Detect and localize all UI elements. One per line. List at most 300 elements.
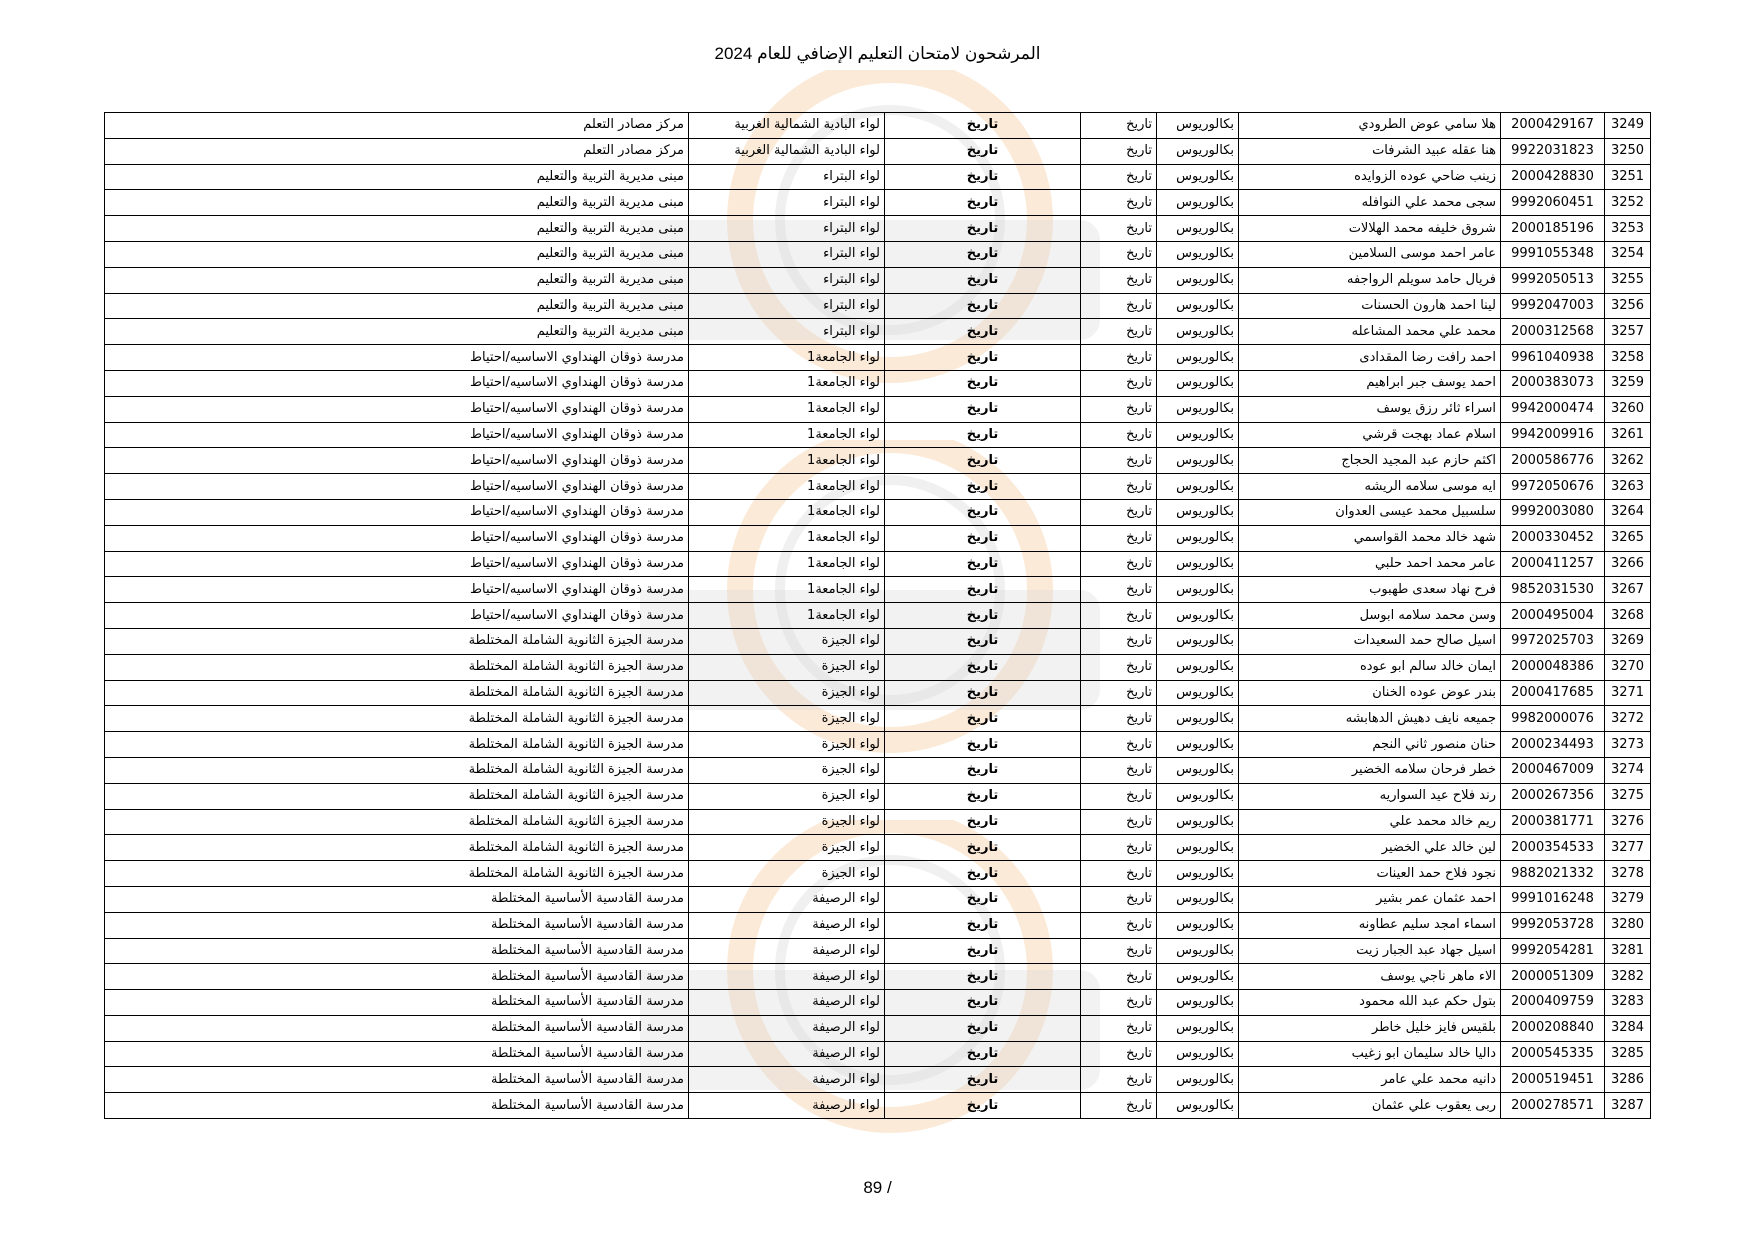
exam-center-cell: مدرسة القادسية الأساسية المختلطة [105, 1015, 689, 1041]
district-cell: لواء الجامعة1 [689, 551, 885, 577]
candidate-name-cell: سلسبيل محمد عيسى العدوان [1239, 499, 1501, 525]
degree-cell: بكالوريوس [1157, 345, 1239, 371]
table-row [105, 370, 1651, 396]
district-cell: لواء الرصيفة [689, 938, 885, 964]
candidate-name-cell: بتول حكم عبد الله محمود [1239, 990, 1501, 1016]
degree-cell: بكالوريوس [1157, 216, 1239, 242]
table-row [105, 422, 1651, 448]
specialization-cell: تاريخ [1081, 732, 1157, 758]
specialization-cell: تاريخ [1081, 680, 1157, 706]
table-row [105, 1015, 1651, 1041]
exam-center-cell: مدرسة القادسية الأساسية المختلطة [105, 964, 689, 990]
exam-subject-cell: تاريخ [885, 241, 1081, 267]
candidates-table [104, 112, 1651, 1119]
table-row [105, 448, 1651, 474]
exam-subject-cell: تاريخ [885, 1015, 1081, 1041]
candidate-name-cell: ايمان خالد سالم ابو عوده [1239, 654, 1501, 680]
degree-cell: بكالوريوس [1157, 1093, 1239, 1119]
row-number-cell: 3276 [1605, 809, 1651, 835]
specialization-cell: تاريخ [1081, 964, 1157, 990]
exam-subject-cell: تاريخ [885, 964, 1081, 990]
exam-subject-cell: تاريخ [885, 706, 1081, 732]
national-id-cell: 9992053728 [1501, 912, 1605, 938]
district-cell: لواء الجيزة [689, 757, 885, 783]
table-row [105, 912, 1651, 938]
row-number-cell: 3261 [1605, 422, 1651, 448]
candidate-name-cell: هنا عقله عبيد الشرفات [1239, 138, 1501, 164]
specialization-cell: تاريخ [1081, 499, 1157, 525]
national-id-cell: 9961040938 [1501, 345, 1605, 371]
exam-center-cell: مبنى مديرية التربية والتعليم [105, 216, 689, 242]
exam-subject-cell: تاريخ [885, 525, 1081, 551]
degree-cell: بكالوريوس [1157, 422, 1239, 448]
row-number-cell: 3252 [1605, 190, 1651, 216]
district-cell: لواء الجيزة [689, 783, 885, 809]
row-number-cell: 3274 [1605, 757, 1651, 783]
district-cell: لواء الجامعة1 [689, 396, 885, 422]
row-number-cell: 3286 [1605, 1067, 1651, 1093]
national-id-cell: 9882021332 [1501, 861, 1605, 887]
exam-subject-cell: تاريخ [885, 113, 1081, 139]
degree-cell: بكالوريوس [1157, 1015, 1239, 1041]
national-id-cell: 2000429167 [1501, 113, 1605, 139]
candidate-name-cell: نجود فلاح حمد العينات [1239, 861, 1501, 887]
degree-cell: بكالوريوس [1157, 319, 1239, 345]
table-row [105, 757, 1651, 783]
exam-subject-cell: تاريخ [885, 551, 1081, 577]
specialization-cell: تاريخ [1081, 706, 1157, 732]
candidate-name-cell: رند فلاح عيد السواريه [1239, 783, 1501, 809]
district-cell: لواء الجيزة [689, 861, 885, 887]
national-id-cell: 9942009916 [1501, 422, 1605, 448]
district-cell: لواء الجيزة [689, 706, 885, 732]
specialization-cell: تاريخ [1081, 113, 1157, 139]
exam-center-cell: مدرسة الجيزة الثانوية الشاملة المختلطة [105, 654, 689, 680]
national-id-cell: 2000417685 [1501, 680, 1605, 706]
exam-center-cell: مدرسة الجيزة الثانوية الشاملة المختلطة [105, 783, 689, 809]
district-cell: لواء الرصيفة [689, 886, 885, 912]
degree-cell: بكالوريوس [1157, 370, 1239, 396]
exam-subject-cell: تاريخ [885, 190, 1081, 216]
exam-center-cell: مدرسة الجيزة الثانوية الشاملة المختلطة [105, 706, 689, 732]
specialization-cell: تاريخ [1081, 861, 1157, 887]
table-row [105, 628, 1651, 654]
national-id-cell: 2000278571 [1501, 1093, 1605, 1119]
row-number-cell: 3273 [1605, 732, 1651, 758]
national-id-cell: 2000467009 [1501, 757, 1605, 783]
exam-center-cell: مبنى مديرية التربية والتعليم [105, 164, 689, 190]
specialization-cell: تاريخ [1081, 886, 1157, 912]
exam-center-cell: مدرسة القادسية الأساسية المختلطة [105, 1093, 689, 1119]
table-row [105, 551, 1651, 577]
row-number-cell: 3259 [1605, 370, 1651, 396]
exam-center-cell: مدرسة القادسية الأساسية المختلطة [105, 938, 689, 964]
national-id-cell: 9992003080 [1501, 499, 1605, 525]
row-number-cell: 3263 [1605, 474, 1651, 500]
exam-center-cell: مبنى مديرية التربية والتعليم [105, 293, 689, 319]
specialization-cell: تاريخ [1081, 577, 1157, 603]
national-id-cell: 2000312568 [1501, 319, 1605, 345]
exam-subject-cell: تاريخ [885, 164, 1081, 190]
row-number-cell: 3285 [1605, 1041, 1651, 1067]
candidate-name-cell: احمد يوسف جبر ابراهيم [1239, 370, 1501, 396]
specialization-cell: تاريخ [1081, 396, 1157, 422]
exam-subject-cell: تاريخ [885, 293, 1081, 319]
national-id-cell: 2000330452 [1501, 525, 1605, 551]
exam-center-cell: مدرسة الجيزة الثانوية الشاملة المختلطة [105, 628, 689, 654]
specialization-cell: تاريخ [1081, 293, 1157, 319]
specialization-cell: تاريخ [1081, 267, 1157, 293]
row-number-cell: 3269 [1605, 628, 1651, 654]
district-cell: لواء الجيزة [689, 654, 885, 680]
exam-subject-cell: تاريخ [885, 577, 1081, 603]
district-cell: لواء الجامعة1 [689, 603, 885, 629]
national-id-cell: 2000383073 [1501, 370, 1605, 396]
national-id-cell: 2000048386 [1501, 654, 1605, 680]
table-row [105, 499, 1651, 525]
candidate-name-cell: عامر احمد موسى السلامين [1239, 241, 1501, 267]
table-row [105, 474, 1651, 500]
district-cell: لواء البتراء [689, 267, 885, 293]
district-cell: لواء الرصيفة [689, 1015, 885, 1041]
exam-center-cell: مركز مصادر التعلم [105, 113, 689, 139]
national-id-cell: 2000051309 [1501, 964, 1605, 990]
candidate-name-cell: بلقيس فايز خليل خاطر [1239, 1015, 1501, 1041]
specialization-cell: تاريخ [1081, 783, 1157, 809]
exam-center-cell: مدرسة القادسية الأساسية المختلطة [105, 912, 689, 938]
table-row [105, 577, 1651, 603]
specialization-cell: تاريخ [1081, 345, 1157, 371]
candidate-name-cell: اكثم حازم عبد المجيد الحجاج [1239, 448, 1501, 474]
district-cell: لواء الجامعة1 [689, 345, 885, 371]
exam-center-cell: مبنى مديرية التربية والتعليم [105, 241, 689, 267]
exam-center-cell: مدرسة ذوقان الهنداوي الاساسيه/احتياط [105, 551, 689, 577]
degree-cell: بكالوريوس [1157, 680, 1239, 706]
table-row [105, 396, 1651, 422]
district-cell: لواء البتراء [689, 164, 885, 190]
candidate-name-cell: فريال حامد سويلم الرواجفه [1239, 267, 1501, 293]
district-cell: لواء البادية الشمالية الغربية [689, 138, 885, 164]
degree-cell: بكالوريوس [1157, 757, 1239, 783]
exam-subject-cell: تاريخ [885, 654, 1081, 680]
exam-subject-cell: تاريخ [885, 1093, 1081, 1119]
degree-cell: بكالوريوس [1157, 938, 1239, 964]
row-number-cell: 3280 [1605, 912, 1651, 938]
row-number-cell: 3264 [1605, 499, 1651, 525]
exam-center-cell: مدرسة ذوقان الهنداوي الاساسيه/احتياط [105, 499, 689, 525]
degree-cell: بكالوريوس [1157, 783, 1239, 809]
specialization-cell: تاريخ [1081, 474, 1157, 500]
table-row [105, 319, 1651, 345]
degree-cell: بكالوريوس [1157, 603, 1239, 629]
exam-center-cell: مدرسة الجيزة الثانوية الشاملة المختلطة [105, 861, 689, 887]
district-cell: لواء البتراء [689, 241, 885, 267]
district-cell: لواء الجيزة [689, 680, 885, 706]
table-row [105, 861, 1651, 887]
district-cell: لواء البتراء [689, 293, 885, 319]
district-cell: لواء الجيزة [689, 835, 885, 861]
exam-center-cell: مدرسة ذوقان الهنداوي الاساسيه/احتياط [105, 396, 689, 422]
specialization-cell: تاريخ [1081, 216, 1157, 242]
table-row [105, 835, 1651, 861]
table-row [105, 293, 1651, 319]
national-id-cell: 2000586776 [1501, 448, 1605, 474]
exam-center-cell: مبنى مديرية التربية والتعليم [105, 319, 689, 345]
candidate-name-cell: اسراء ثائر رزق يوسف [1239, 396, 1501, 422]
exam-center-cell: مدرسة القادسية الأساسية المختلطة [105, 1067, 689, 1093]
specialization-cell: تاريخ [1081, 551, 1157, 577]
candidate-name-cell: اسماء امجد سليم عطاونه [1239, 912, 1501, 938]
candidate-name-cell: لين خالد علي الخضير [1239, 835, 1501, 861]
national-id-cell: 9852031530 [1501, 577, 1605, 603]
national-id-cell: 9992050513 [1501, 267, 1605, 293]
degree-cell: بكالوريوس [1157, 551, 1239, 577]
row-number-cell: 3272 [1605, 706, 1651, 732]
district-cell: لواء الجامعة1 [689, 370, 885, 396]
candidate-name-cell: ريم خالد محمد علي [1239, 809, 1501, 835]
specialization-cell: تاريخ [1081, 603, 1157, 629]
row-number-cell: 3284 [1605, 1015, 1651, 1041]
row-number-cell: 3265 [1605, 525, 1651, 551]
exam-center-cell: مدرسة ذوقان الهنداوي الاساسيه/احتياط [105, 345, 689, 371]
national-id-cell: 9992060451 [1501, 190, 1605, 216]
exam-center-cell: مبنى مديرية التربية والتعليم [105, 190, 689, 216]
row-number-cell: 3281 [1605, 938, 1651, 964]
exam-center-cell: مدرسة ذوقان الهنداوي الاساسيه/احتياط [105, 370, 689, 396]
row-number-cell: 3283 [1605, 990, 1651, 1016]
exam-subject-cell: تاريخ [885, 938, 1081, 964]
district-cell: لواء الرصيفة [689, 1093, 885, 1119]
national-id-cell: 2000519451 [1501, 1067, 1605, 1093]
degree-cell: بكالوريوس [1157, 499, 1239, 525]
row-number-cell: 3255 [1605, 267, 1651, 293]
district-cell: لواء الرصيفة [689, 990, 885, 1016]
row-number-cell: 3278 [1605, 861, 1651, 887]
district-cell: لواء البتراء [689, 319, 885, 345]
row-number-cell: 3277 [1605, 835, 1651, 861]
degree-cell: بكالوريوس [1157, 861, 1239, 887]
exam-subject-cell: تاريخ [885, 783, 1081, 809]
row-number-cell: 3250 [1605, 138, 1651, 164]
exam-center-cell: مدرسة ذوقان الهنداوي الاساسيه/احتياط [105, 474, 689, 500]
exam-subject-cell: تاريخ [885, 1067, 1081, 1093]
page-title: المرشحون لامتحان التعليم الإضافي للعام 2024 [714, 44, 1041, 63]
row-number-cell: 3268 [1605, 603, 1651, 629]
candidate-name-cell: حنان منصور ثاني النجم [1239, 732, 1501, 758]
exam-center-cell: مدرسة الجيزة الثانوية الشاملة المختلطة [105, 757, 689, 783]
degree-cell: بكالوريوس [1157, 293, 1239, 319]
table-row [105, 654, 1651, 680]
exam-subject-cell: تاريخ [885, 1041, 1081, 1067]
row-number-cell: 3271 [1605, 680, 1651, 706]
national-id-cell: 9992047003 [1501, 293, 1605, 319]
row-number-cell: 3266 [1605, 551, 1651, 577]
specialization-cell: تاريخ [1081, 835, 1157, 861]
row-number-cell: 3275 [1605, 783, 1651, 809]
candidate-name-cell: خطر فرحان سلامه الخضير [1239, 757, 1501, 783]
candidate-name-cell: محمد علي محمد المشاعله [1239, 319, 1501, 345]
specialization-cell: تاريخ [1081, 190, 1157, 216]
district-cell: لواء البتراء [689, 190, 885, 216]
degree-cell: بكالوريوس [1157, 190, 1239, 216]
row-number-cell: 3287 [1605, 1093, 1651, 1119]
candidate-name-cell: اسيل صالح حمد السعيدات [1239, 628, 1501, 654]
page-number: 89 / [863, 1178, 892, 1197]
table-row [105, 345, 1651, 371]
national-id-cell: 2000267356 [1501, 783, 1605, 809]
national-id-cell: 9922031823 [1501, 138, 1605, 164]
district-cell: لواء الرصيفة [689, 1041, 885, 1067]
candidate-name-cell: اسيل جهاد عبد الجبار زيت [1239, 938, 1501, 964]
national-id-cell: 2000409759 [1501, 990, 1605, 1016]
national-id-cell: 9972025703 [1501, 628, 1605, 654]
exam-subject-cell: تاريخ [885, 886, 1081, 912]
degree-cell: بكالوريوس [1157, 990, 1239, 1016]
exam-subject-cell: تاريخ [885, 138, 1081, 164]
district-cell: لواء الجامعة1 [689, 422, 885, 448]
candidate-name-cell: فرح نهاد سعدى طهبوب [1239, 577, 1501, 603]
exam-subject-cell: تاريخ [885, 216, 1081, 242]
candidate-name-cell: داليا خالد سليمان ابو زغيب [1239, 1041, 1501, 1067]
national-id-cell: 2000381771 [1501, 809, 1605, 835]
candidate-name-cell: اسلام عماد بهجت قرشي [1239, 422, 1501, 448]
table-row [105, 990, 1651, 1016]
candidate-name-cell: جميعه نايف دهيش الدهابشه [1239, 706, 1501, 732]
specialization-cell: تاريخ [1081, 938, 1157, 964]
district-cell: لواء الجامعة1 [689, 448, 885, 474]
table-row [105, 113, 1651, 139]
specialization-cell: تاريخ [1081, 1015, 1157, 1041]
degree-cell: بكالوريوس [1157, 1067, 1239, 1093]
table-row [105, 809, 1651, 835]
row-number-cell: 3257 [1605, 319, 1651, 345]
exam-subject-cell: تاريخ [885, 861, 1081, 887]
degree-cell: بكالوريوس [1157, 241, 1239, 267]
degree-cell: بكالوريوس [1157, 164, 1239, 190]
district-cell: لواء البتراء [689, 216, 885, 242]
table-row [105, 216, 1651, 242]
specialization-cell: تاريخ [1081, 628, 1157, 654]
exam-subject-cell: تاريخ [885, 370, 1081, 396]
national-id-cell: 9992054281 [1501, 938, 1605, 964]
exam-subject-cell: تاريخ [885, 499, 1081, 525]
degree-cell: بكالوريوس [1157, 732, 1239, 758]
district-cell: لواء البادية الشمالية الغربية [689, 113, 885, 139]
national-id-cell: 2000495004 [1501, 603, 1605, 629]
district-cell: لواء الجامعة1 [689, 474, 885, 500]
exam-center-cell: مدرسة القادسية الأساسية المختلطة [105, 1041, 689, 1067]
table-row [105, 938, 1651, 964]
exam-subject-cell: تاريخ [885, 628, 1081, 654]
table-row [105, 603, 1651, 629]
specialization-cell: تاريخ [1081, 654, 1157, 680]
national-id-cell: 2000185196 [1501, 216, 1605, 242]
district-cell: لواء الجيزة [689, 732, 885, 758]
degree-cell: بكالوريوس [1157, 886, 1239, 912]
degree-cell: بكالوريوس [1157, 706, 1239, 732]
exam-center-cell: مدرسة الجيزة الثانوية الشاملة المختلطة [105, 680, 689, 706]
exam-subject-cell: تاريخ [885, 422, 1081, 448]
exam-center-cell: مدرسة الجيزة الثانوية الشاملة المختلطة [105, 835, 689, 861]
row-number-cell: 3262 [1605, 448, 1651, 474]
exam-subject-cell: تاريخ [885, 448, 1081, 474]
candidate-name-cell: هلا سامي عوض الطرودي [1239, 113, 1501, 139]
specialization-cell: تاريخ [1081, 912, 1157, 938]
specialization-cell: تاريخ [1081, 422, 1157, 448]
district-cell: لواء الجامعة1 [689, 499, 885, 525]
specialization-cell: تاريخ [1081, 1093, 1157, 1119]
exam-center-cell: مدرسة الجيزة الثانوية الشاملة المختلطة [105, 809, 689, 835]
exam-center-cell: مدرسة القادسية الأساسية المختلطة [105, 886, 689, 912]
exam-subject-cell: تاريخ [885, 474, 1081, 500]
row-number-cell: 3260 [1605, 396, 1651, 422]
specialization-cell: تاريخ [1081, 138, 1157, 164]
exam-subject-cell: تاريخ [885, 267, 1081, 293]
national-id-cell: 2000354533 [1501, 835, 1605, 861]
exam-center-cell: مدرسة ذوقان الهنداوي الاساسيه/احتياط [105, 422, 689, 448]
degree-cell: بكالوريوس [1157, 654, 1239, 680]
table-row [105, 525, 1651, 551]
exam-subject-cell: تاريخ [885, 912, 1081, 938]
specialization-cell: تاريخ [1081, 809, 1157, 835]
exam-subject-cell: تاريخ [885, 732, 1081, 758]
table-row [105, 732, 1651, 758]
district-cell: لواء الجيزة [689, 628, 885, 654]
row-number-cell: 3279 [1605, 886, 1651, 912]
exam-subject-cell: تاريخ [885, 345, 1081, 371]
row-number-cell: 3258 [1605, 345, 1651, 371]
candidate-name-cell: بندر عوض عوده الخنان [1239, 680, 1501, 706]
exam-subject-cell: تاريخ [885, 603, 1081, 629]
table-row [105, 241, 1651, 267]
candidate-name-cell: دانيه محمد علي عامر [1239, 1067, 1501, 1093]
candidate-name-cell: ربى يعقوب علي عثمان [1239, 1093, 1501, 1119]
exam-center-cell: مدرسة الجيزة الثانوية الشاملة المختلطة [105, 732, 689, 758]
table-row [105, 680, 1651, 706]
degree-cell: بكالوريوس [1157, 396, 1239, 422]
table-row [105, 164, 1651, 190]
exam-subject-cell: تاريخ [885, 396, 1081, 422]
candidate-name-cell: سجى محمد علي النوافله [1239, 190, 1501, 216]
degree-cell: بكالوريوس [1157, 628, 1239, 654]
candidate-name-cell: شروق خليفه محمد الهلالات [1239, 216, 1501, 242]
degree-cell: بكالوريوس [1157, 835, 1239, 861]
exam-center-cell: مدرسة ذوقان الهنداوي الاساسيه/احتياط [105, 525, 689, 551]
table-row [105, 1067, 1651, 1093]
district-cell: لواء الجامعة1 [689, 525, 885, 551]
exam-subject-cell: تاريخ [885, 835, 1081, 861]
exam-center-cell: مركز مصادر التعلم [105, 138, 689, 164]
specialization-cell: تاريخ [1081, 241, 1157, 267]
table-row [105, 267, 1651, 293]
row-number-cell: 3249 [1605, 113, 1651, 139]
table-row [105, 706, 1651, 732]
candidate-name-cell: ايه موسى سلامه الريشه [1239, 474, 1501, 500]
district-cell: لواء الرصيفة [689, 912, 885, 938]
degree-cell: بكالوريوس [1157, 577, 1239, 603]
table-row [105, 1093, 1651, 1119]
candidate-name-cell: الاء ماهر ناجي يوسف [1239, 964, 1501, 990]
exam-center-cell: مبنى مديرية التربية والتعليم [105, 267, 689, 293]
degree-cell: بكالوريوس [1157, 267, 1239, 293]
exam-center-cell: مدرسة القادسية الأساسية المختلطة [105, 990, 689, 1016]
degree-cell: بكالوريوس [1157, 474, 1239, 500]
degree-cell: بكالوريوس [1157, 448, 1239, 474]
degree-cell: بكالوريوس [1157, 912, 1239, 938]
degree-cell: بكالوريوس [1157, 1041, 1239, 1067]
exam-subject-cell: تاريخ [885, 757, 1081, 783]
specialization-cell: تاريخ [1081, 319, 1157, 345]
